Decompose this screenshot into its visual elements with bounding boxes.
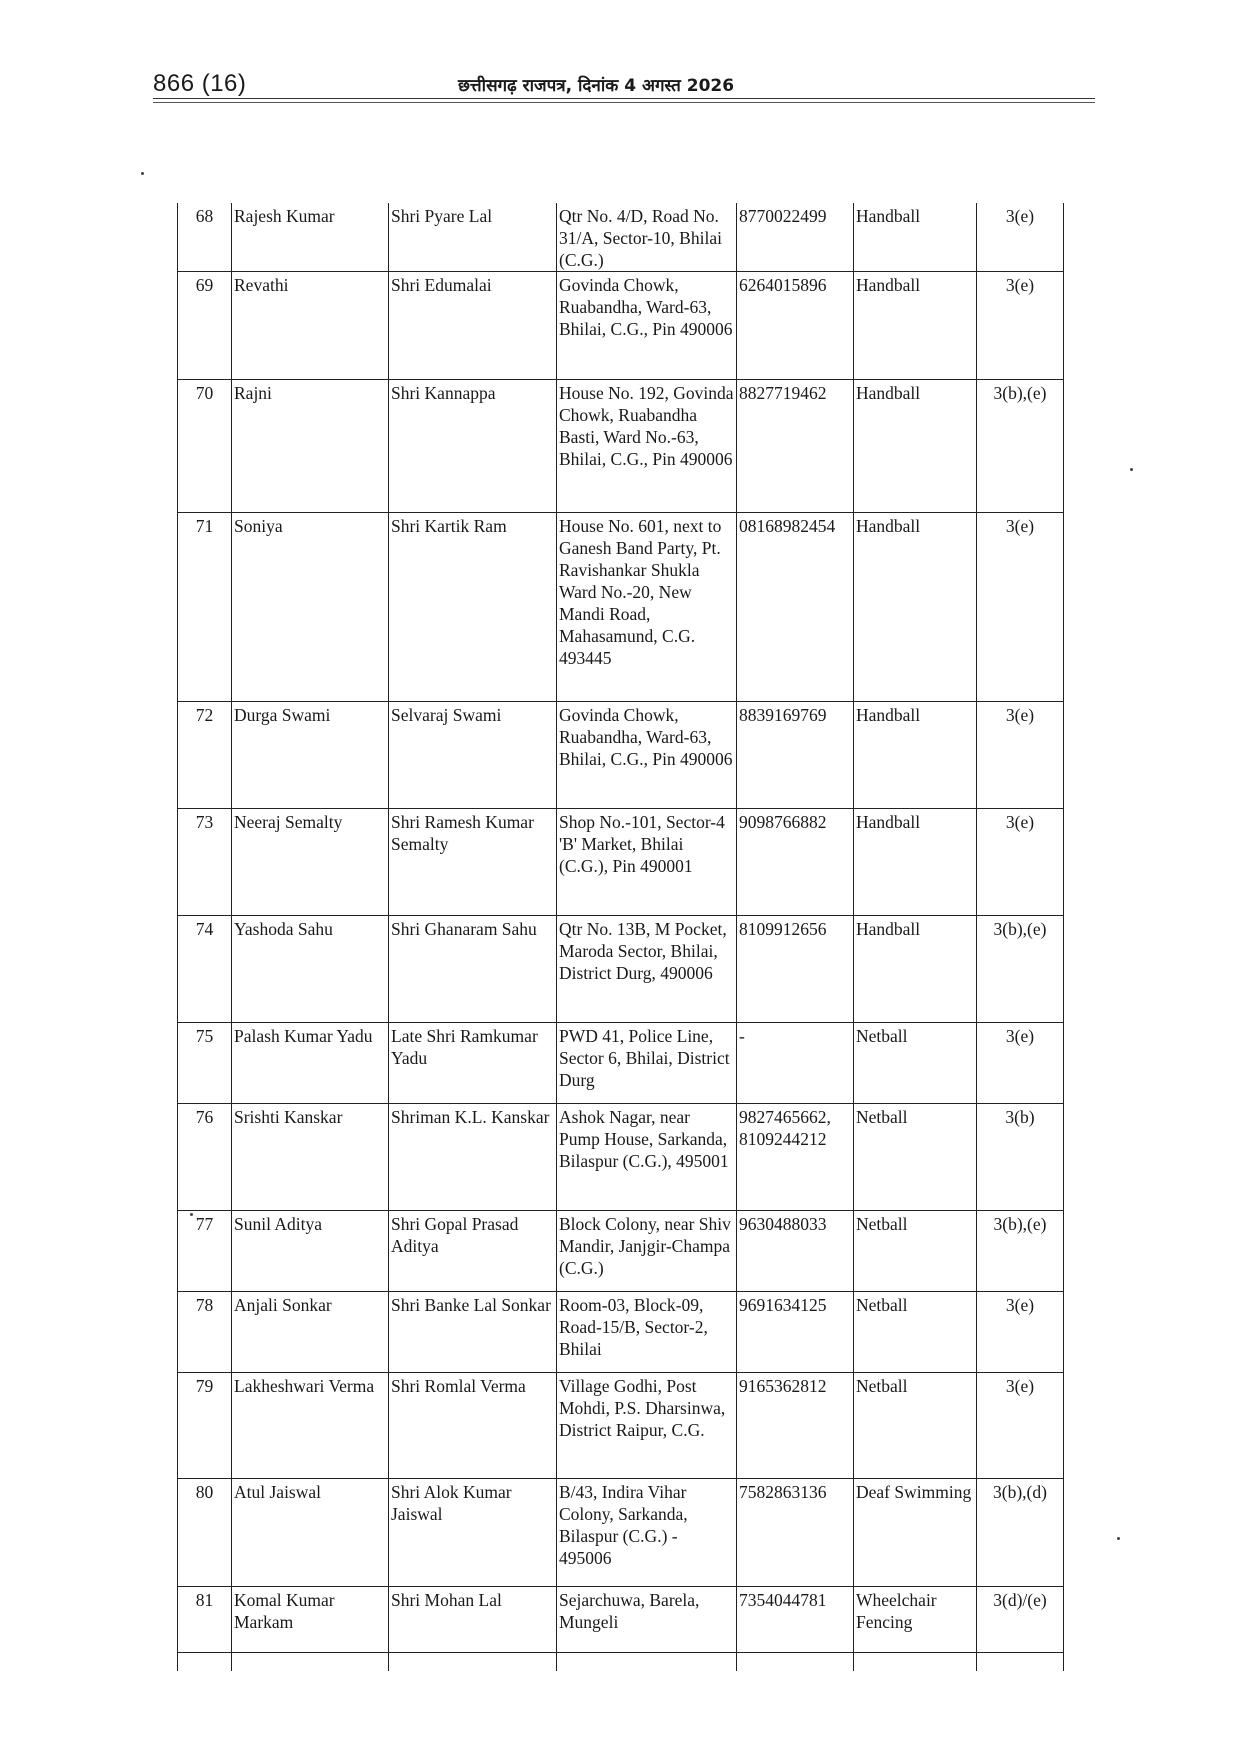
- empty-cell: [557, 1653, 737, 1672]
- serial-number-cell: 75: [178, 1023, 232, 1104]
- mobile-cell: 9691634125: [737, 1292, 854, 1373]
- table-row: [178, 203, 1064, 272]
- sport-cell: Handball: [854, 203, 977, 272]
- mobile-cell: 7582863136: [737, 1479, 854, 1587]
- mobile-cell: 6264015896: [737, 272, 854, 380]
- address-cell: Room-03, Block-09, Road-15/B, Sector-2, Bhilai: [557, 1292, 737, 1373]
- scan-speck: [190, 1213, 193, 1216]
- father-name-cell: Shri Mohan Lal: [389, 1587, 557, 1653]
- serial-number-cell: 69: [178, 272, 232, 380]
- empty-cell: [232, 1653, 389, 1672]
- father-name-cell: Shriman K.L. Kanskar: [389, 1104, 557, 1211]
- mobile-cell: 9630488033: [737, 1211, 854, 1292]
- category-cell: 3(e): [977, 1023, 1064, 1104]
- mobile-cell: 8839169769: [737, 702, 854, 809]
- scan-speck: [141, 172, 144, 175]
- mobile-cell: 9098766882: [737, 809, 854, 916]
- mobile-cell: -: [737, 1023, 854, 1104]
- name-cell: Rajni: [232, 380, 389, 513]
- empty-cell: [977, 1653, 1064, 1672]
- category-cell: 3(b),(e): [977, 380, 1064, 513]
- name-cell: Rajesh Kumar: [232, 203, 389, 272]
- name-cell: Atul Jaiswal: [232, 1479, 389, 1587]
- address-cell: House No. 601, next to Ganesh Band Party, Pt. Ravishankar Shukla Ward No.-20, New Mandi Road, Mahasamund, C.G. 493445: [557, 513, 737, 702]
- category-cell: 3(b),(e): [977, 1211, 1064, 1292]
- category-cell: 3(e): [977, 702, 1064, 809]
- father-name-cell: Shri Kartik Ram: [389, 513, 557, 702]
- table-row: [178, 916, 1064, 1023]
- sport-cell: Handball: [854, 809, 977, 916]
- serial-number-cell: 70: [178, 380, 232, 513]
- father-name-cell: Selvaraj Swami: [389, 702, 557, 809]
- table-row: [178, 1211, 1064, 1292]
- table-row: [178, 380, 1064, 513]
- name-cell: Srishti Kanskar: [232, 1104, 389, 1211]
- category-cell: 3(b): [977, 1104, 1064, 1211]
- name-cell: Neeraj Semalty: [232, 809, 389, 916]
- sport-cell: Handball: [854, 272, 977, 380]
- address-cell: Ashok Nagar, near Pump House, Sarkanda, Bilaspur (C.G.), 495001: [557, 1104, 737, 1211]
- father-name-cell: Shri Ramesh Kumar Semalty: [389, 809, 557, 916]
- address-cell: Qtr No. 13B, M Pocket, Maroda Sector, Bhilai, District Durg, 490006: [557, 916, 737, 1023]
- address-cell: Govinda Chowk, Ruabandha, Ward-63, Bhilai, C.G., Pin 490006: [557, 702, 737, 809]
- category-cell: 3(e): [977, 1292, 1064, 1373]
- name-cell: Soniya: [232, 513, 389, 702]
- serial-number-cell: 80: [178, 1479, 232, 1587]
- name-cell: Revathi: [232, 272, 389, 380]
- table-continuation: [178, 1653, 1064, 1672]
- category-cell: 3(b),(d): [977, 1479, 1064, 1587]
- sport-cell: Handball: [854, 380, 977, 513]
- address-cell: Sejarchuwa, Barela, Mungeli: [557, 1587, 737, 1653]
- father-name-cell: Shri Pyare Lal: [389, 203, 557, 272]
- empty-cell: [854, 1653, 977, 1672]
- player-roster-table: [177, 203, 1064, 1671]
- category-cell: 3(e): [977, 513, 1064, 702]
- mobile-cell: 8827719462: [737, 380, 854, 513]
- name-cell: Yashoda Sahu: [232, 916, 389, 1023]
- name-cell: Sunil Aditya: [232, 1211, 389, 1292]
- empty-cell: [737, 1653, 854, 1672]
- table-row: [178, 1373, 1064, 1479]
- sport-cell: Handball: [854, 916, 977, 1023]
- father-name-cell: Late Shri Ramkumar Yadu: [389, 1023, 557, 1104]
- serial-number-cell: 74: [178, 916, 232, 1023]
- sport-cell: Deaf Swimming: [854, 1479, 977, 1587]
- mobile-cell: 9827465662, 8109244212: [737, 1104, 854, 1211]
- table-row: [178, 1104, 1064, 1211]
- address-cell: Govinda Chowk, Ruabandha, Ward-63, Bhilai, C.G., Pin 490006: [557, 272, 737, 380]
- father-name-cell: Shri Edumalai: [389, 272, 557, 380]
- page-number: 866 (16): [153, 70, 247, 97]
- father-name-cell: Shri Banke Lal Sonkar: [389, 1292, 557, 1373]
- table-row: [178, 1292, 1064, 1373]
- name-cell: Lakheshwari Verma: [232, 1373, 389, 1479]
- father-name-cell: Shri Kannappa: [389, 380, 557, 513]
- serial-number-cell: 78: [178, 1292, 232, 1373]
- table-row: [178, 1587, 1064, 1653]
- name-cell: Komal Kumar Markam: [232, 1587, 389, 1653]
- mobile-cell: 7354044781: [737, 1587, 854, 1653]
- mobile-cell: 08168982454: [737, 513, 854, 702]
- name-cell: Durga Swami: [232, 702, 389, 809]
- sport-cell: Handball: [854, 702, 977, 809]
- table-row: [178, 702, 1064, 809]
- serial-number-cell: 68: [178, 203, 232, 272]
- serial-number-cell: 77: [178, 1211, 232, 1292]
- category-cell: 3(b),(e): [977, 916, 1064, 1023]
- category-cell: 3(e): [977, 272, 1064, 380]
- table-row: [178, 1023, 1064, 1104]
- roster-body: [178, 203, 1064, 1671]
- table-row: [178, 272, 1064, 380]
- sport-cell: Wheelchair Fencing: [854, 1587, 977, 1653]
- serial-number-cell: 79: [178, 1373, 232, 1479]
- serial-number-cell: 71: [178, 513, 232, 702]
- name-cell: Palash Kumar Yadu: [232, 1023, 389, 1104]
- mobile-cell: 8109912656: [737, 916, 854, 1023]
- name-cell: Anjali Sonkar: [232, 1292, 389, 1373]
- category-cell: 3(e): [977, 809, 1064, 916]
- address-cell: Block Colony, near Shiv Mandir, Janjgir-Champa (C.G.): [557, 1211, 737, 1292]
- page-header: [153, 70, 1095, 100]
- header-rule: [153, 98, 1095, 99]
- address-cell: B/43, Indira Vihar Colony, Sarkanda, Bilaspur (C.G.) - 495006: [557, 1479, 737, 1587]
- scan-speck: [1130, 468, 1133, 471]
- sport-cell: Netball: [854, 1373, 977, 1479]
- category-cell: 3(d)/(e): [977, 1587, 1064, 1653]
- address-cell: PWD 41, Police Line, Sector 6, Bhilai, District Durg: [557, 1023, 737, 1104]
- sport-cell: Netball: [854, 1023, 977, 1104]
- serial-number-cell: 81: [178, 1587, 232, 1653]
- address-cell: Qtr No. 4/D, Road No. 31/A, Sector-10, Bhilai (C.G.): [557, 203, 737, 272]
- table-row: [178, 809, 1064, 916]
- serial-number-cell: 73: [178, 809, 232, 916]
- sport-cell: Handball: [854, 513, 977, 702]
- category-cell: 3(e): [977, 203, 1064, 272]
- mobile-cell: 8770022499: [737, 203, 854, 272]
- scan-speck: [1117, 1537, 1120, 1540]
- address-cell: Village Godhi, Post Mohdi, P.S. Dharsinwa, District Raipur, C.G.: [557, 1373, 737, 1479]
- serial-number-cell: 76: [178, 1104, 232, 1211]
- empty-cell: [178, 1653, 232, 1672]
- serial-number-cell: 72: [178, 702, 232, 809]
- father-name-cell: Shri Romlal Verma: [389, 1373, 557, 1479]
- sport-cell: Netball: [854, 1292, 977, 1373]
- empty-cell: [389, 1653, 557, 1672]
- father-name-cell: Shri Ghanaram Sahu: [389, 916, 557, 1023]
- category-cell: 3(e): [977, 1373, 1064, 1479]
- father-name-cell: Shri Gopal Prasad Aditya: [389, 1211, 557, 1292]
- table-row: [178, 513, 1064, 702]
- sport-cell: Netball: [854, 1211, 977, 1292]
- address-cell: Shop No.-101, Sector-4 'B' Market, Bhilai (C.G.), Pin 490001: [557, 809, 737, 916]
- gazette-title: छत्तीसगढ़ राजपत्र, दिनांक 4 अगस्त 2026: [458, 76, 735, 96]
- mobile-cell: 9165362812: [737, 1373, 854, 1479]
- sport-cell: Netball: [854, 1104, 977, 1211]
- address-cell: House No. 192, Govinda Chowk, Ruabandha Basti, Ward No.-63, Bhilai, C.G., Pin 490006: [557, 380, 737, 513]
- table-row: [178, 1479, 1064, 1587]
- father-name-cell: Shri Alok Kumar Jaiswal: [389, 1479, 557, 1587]
- header-rule-thin: [153, 102, 1095, 103]
